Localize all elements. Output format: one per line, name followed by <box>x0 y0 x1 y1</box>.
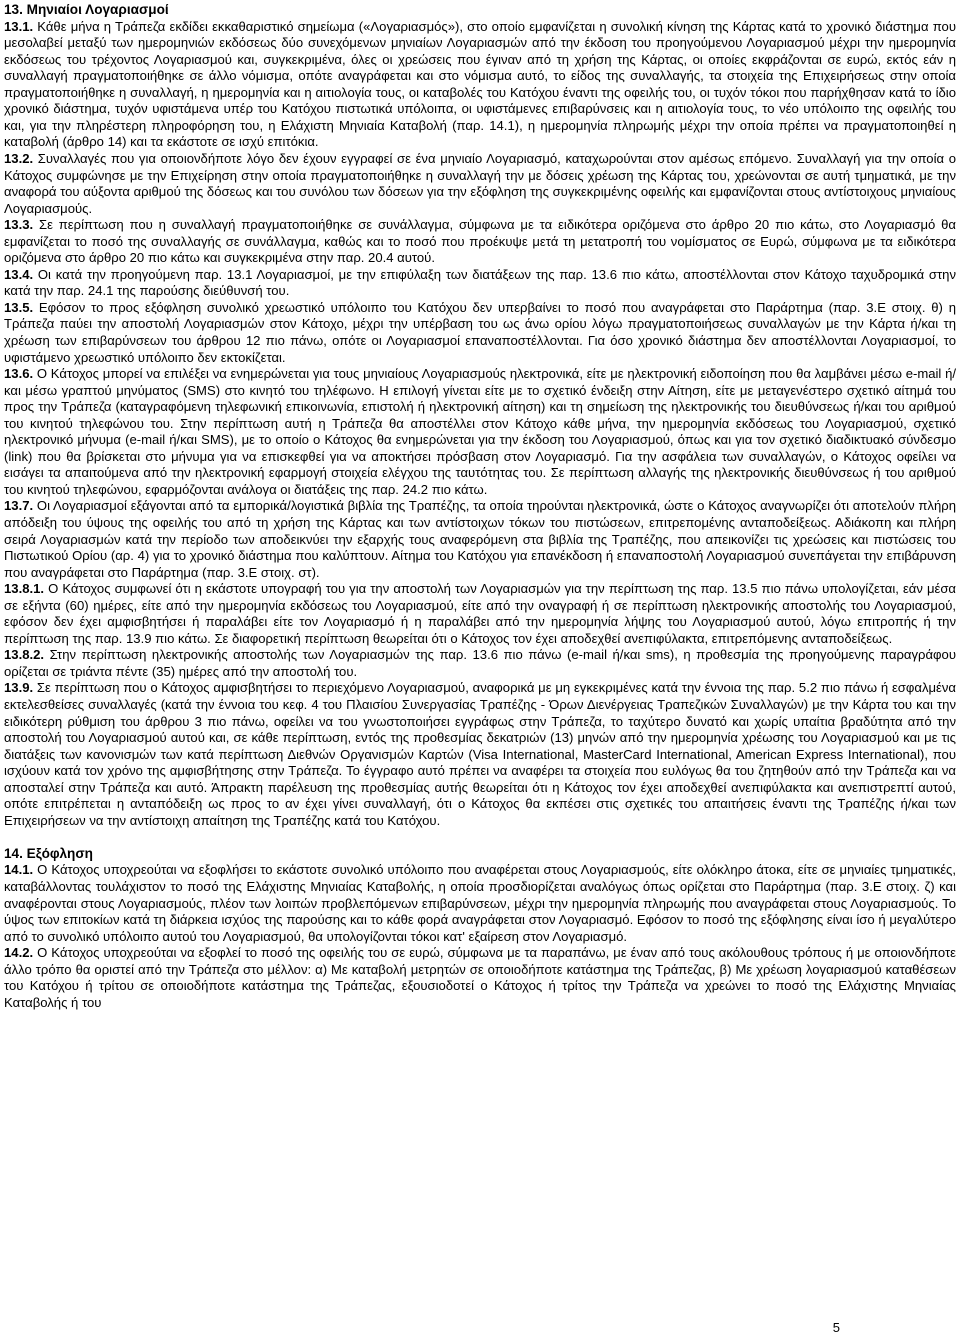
paragraph-13-8-2 <box>4 647 956 680</box>
paragraph-13-3 <box>4 217 956 267</box>
paragraph-text: Ο Κάτοχος υποχρεούται να εξοφλήσει το εκάστοτε συνολικό υπόλοιπο που αναφέρεται στους Λογαριασμούς, είτε ολόκληρο άτοκα, είτε σε μηνιαίες τμηματικές, καταβάλλοντας τουλάχιστον το ποσό της Ελάχιστης Μηνιαίας Καταβολής, η οποία προσδιορίζεται αναλόγως όπως ορίζεται στο Παράρτημα (παρ. 3.Ε στοιχ. ζ) και αναφέρονται στους Λογαριασμούς, πλέον των λοιπών προβλεπόμενων επιβαρύνσεων, μέχρι την ημερομηνία πληρωμής που αναγράφεται στους Λογαριασμούς. Το ύψος των επιτοκίων κατά τη διάρκεια ισχύος της παρούσης και το κάθε φορά αναγράφεται στον Λογαριασμό. Εφόσον το ποσό της εξόφλησης είναι ίσο ή μεγαλύτερο από το συνολικό υπόλοιπο αυτού του Λογαριασμού, θα υπολογίζονται τόκοι κατ' εξαίρεση στον Λογαριασμό. <box>4 862 956 944</box>
paragraph-number: 13.7. <box>4 498 34 514</box>
paragraph-number: 13.6. <box>4 366 34 382</box>
paragraph-text: Ο Κάτοχος μπορεί να επιλέξει να ενημερώνεται για τους μηνιαίους Λογαριασμούς ηλεκτρονικά, είτε με ηλεκτρονική ειδοποίηση που θα λαμβάνει μέσω e-mail ή/και μέσω γραπτού μηνύματος (SMS) στο κινητό του τηλέφωνο. Η επιλογή γίνεται είτε με το σχετικό ένδειξη στην Αίτηση, είτε με μεταγενέστερο σχετικό αίτημά του προς την Τράπεζα (καταγραφόμενη τηλεφωνική επικοινωνία, επιστολή ή ηλεκτρονική αίτηση) και τη σημείωση της ηλεκτρονικής του διευθύνσεως ή/και του αριθμού του κινητού τηλεφώνου του. Στην περίπτωση αυτή η Τράπεζα θα αποστέλλει στον Κάτοχο κάθε μήνα, την ημερομηνία εκδόσεως του Λογαριασμού, σχετικό ηλεκτρονικό μήνυμα (e-mail ή/και SMS), με το οποίο ο Κάτοχος θα ενημερώνεται για την έκδοση του Λογαριασμού, όπως και για τον σχετικό διαδικτυακό σύνδεσμο (link) που θα βρίσκεται στο μήνυμα για να επισκεφθεί για να αποκτήσει πρόσβαση στον Λογαριασμό. Για την ασφάλεια των συναλλαγών, ο Κάτοχος οφείλει να εισάγει τα απαιτούμενα από την ηλεκτρονική εφαρμογή στοιχεία ελέγχου της ταυτότητας του. Σε περίπτωση αλλαγής της ηλεκτρονικής διευθύνσεως ή του αριθμού του κινητού τηλεφώνου, εφαρμόζονται ανάλογα οι διατάξεις της παρ. 24.2 πιο κάτω. <box>4 366 957 497</box>
paragraph-13-1 <box>4 19 956 151</box>
section-spacer <box>4 829 956 846</box>
paragraph-text: Συναλλαγές που για οποιονδήποτε λόγο δεν έχουν εγγραφεί σε ένα μηνιαίο Λογαριασμό, καταχωρούνται στον αμέσως επόμενο. Συναλλαγή για την οποία ο Κάτοχος συμφώνησε με την Επιχείρηση στην οποία πραγματοποιήθηκε η συναλλαγή την με δόσεις χρέωση της Κάρτας του, χρεώνονται σε αυτή τμηματικά, με την αναφορά του αύξοντα αριθμού της δόσεως και του συνόλου των δόσεων για την εξόφληση της συγκεκριμένης οφειλής και εμφανίζονται στους αντίστοιχους μηνιαίους Λογαριασμούς. <box>4 150 956 216</box>
paragraph-13-2 <box>4 151 956 217</box>
paragraph-14-1 <box>4 862 956 945</box>
paragraph-text: Σε περίπτωση που ο Κάτοχος αμφισβητήσει το περιεχόμενο Λογαριασμού, αναφορικά με μη εγκεκριμένες κατά την έννοια της παρ. 5.2 πιο πάνω ή εσφαλμένα εκτελεσθείσες συναλλαγές (κατά την έννοια του κεφ. 4 του Πλαισίου Συνεργασίας Τραπέζης - Όρων Διενέργειας Τραπεζικών Συναλλαγών) με την Κάρτα του και την ειδικότερη ρύθμιση του άρθρου 3 πιο πάνω, οφείλει να του γνωστοποιήσει εγγράφως στην Τράπεζα, το ταχύτερο δυνατό και χωρίς υπαίτια βραδύτητα από την αποστολή του Λογαριασμού αυτού και, σε κάθε περίπτωση, εντός της προθεσμίας δεκατριών (13) μηνών από την ημερομηνία χρέωσης του Λογαριασμού και με τις διατάξεις των κανονισμών των κατά περίπτωση Διεθνών Οργανισμών Καρτών (Visa International, MasterCard International, American Express International), που ισχύουν κατά τον χρόνο της αμφισβήτησης στην Τράπεζα. Το έγγραφο αυτό πρέπει να αναφέρει τα στοιχεία που ευλόγως θα του ζητηθούν από την Τράπεζα και να αποσταλεί στην Τράπεζα και αυτό. Άπρακτη παρέλευση της προθεσμίας αυτής θεωρείται ότι η Κάτοχος τον έχει αποδεχθεί ανεπιφύλακτα και ανεπιστρεπτί αυτού, οπότε επιτρέπεται η ανταπόδειξη ως προς το αν έχει γίνει συναλλαγή, ότι ο Κάτοχος θα εκπέσει στις σχετικές του απαιτήσεις έναντι της Τραπέζης ή/και των Επιχειρήσεων να την αντίστοιχη απαίτηση της Τραπέζης κατά του Κατόχου. <box>4 680 956 828</box>
paragraph-text: Ο Κάτοχος υποχρεούται να εξοφλεί το ποσό της οφειλής του σε ευρώ, σύμφωνα με τα παραπάνω, με έναν από τους ακόλουθους τρόπους ή με οποιονδήποτε άλλο τρόπο θα οριστεί από την Τράπεζα στο μέλλον: α) Με καταβολή μετρητών σε οποιοδήποτε κατάστημα της Τράπεζας, β) Με χρέωση λογαριασμού καταθέσεων του Κατόχου ή τρίτου σε οποιοδήποτε κατάστημα της Τράπεζας, εξουσιοδοτεί ο Κάτοχος ή τρίτος την Τράπεζα να χρεώνει το ποσό της Ελάχιστης Μηνιαίας Καταβολής ή του <box>4 945 956 1010</box>
paragraph-number: 13.9. <box>4 680 34 696</box>
paragraph-text: Σε περίπτωση που η συναλλαγή πραγματοποιήθηκε σε συνάλλαγμα, σύμφωνα με τα ειδικότερα οριζόμενα στο άρθρο 20 πιο κάτω, στο Λογαριασμό θα εμφανίζεται το ποσό της συναλλαγής σε συνάλλαγμα, καθώς και το ποσό που προέκυψε μετά τη μετατροπή του νομίσματος σε Ευρώ, σύμφωνα με τα ειδικότερα οριζόμενα στο άρθρο 20 πιο κάτω και συγκεκριμένα στην παρ. 20.4 αυτού. <box>4 217 956 266</box>
section-14-title: 14. Εξόφληση <box>4 845 93 861</box>
paragraph-13-6 <box>4 366 956 498</box>
paragraph-number: 13.8.1. <box>4 581 45 597</box>
paragraph-text: Κάθε μήνα η Τράπεζα εκδίδει εκκαθαριστικό σημείωμα («Λογαριασμός»), στο οποίο εμφανίζεται η συνολική κίνηση της Κάρτας κατά το χρονικό διάστημα που μεσολαβεί μεταξύ των ημερομηνιών εκδόσεως δύο συνεχόμενων μηνιαίων Λογαριασμών από την έκδοση του προηγούμενου Λογαριασμού μέχρι την ημερομηνία εκδόσεως του τρέχοντος Λογαριασμού και, συγκεκριμένα, όλες οι χρεώσεις που έγιναν από τη χρήση της Κάρτας, οι οποίες εκφράζονται σε ευρώ, εκτός εάν η συναλλαγή πραγματοποιήθηκε σε άλλο νόμισμα, οπότε αναγράφεται και στο νόμισμα αυτό, το είδος της συναλλαγής, τα στοιχεία της Επιχειρήσεως στην οποία πραγματοποιήθηκε η συναλλαγή, η ημερομηνία και η αιτιολογία τους, οι καταβολές του Κατόχου έναντι της οφειλής του, οι τυχόν τόκοι που παρήχθησαν κατά το ίδιο χρονικό διάστημα, τυχόν υφιστάμενα υπέρ του Κατόχου πιστωτικά υπόλοιπα, οι υφιστάμενες επιβαρύνσεις και η αιτιολογία τους, το νέο υπόλοιπο της οφειλής του και, για την πληρέστερη πληροφόρηση του, η Ελάχιστη Μηνιαία Καταβολή (παρ. 14.1), η ημερομηνία πληρωμής μέχρι την οποία πρέπει να πραγματοποιηθεί η καταβολή (άρθρο 14) και τα εκάστοτε σε ισχύ επιτόκια. <box>4 18 956 150</box>
paragraph-text: Οι κατά την προηγούμενη παρ. 13.1 Λογαριασμοί, με την επιφύλαξη των διατάξεων της παρ. 13.6 πιο κάτω, αποστέλλονται στον Κάτοχο ταχυδρομικά στην κατά την παρ. 24.1 της παρούσης διεύθυνσή του. <box>4 266 957 299</box>
paragraph-13-7 <box>4 498 956 581</box>
document-page <box>4 2 956 1011</box>
paragraph-number: 13.1. <box>4 18 34 34</box>
page-number: 5 <box>832 1320 840 1335</box>
paragraph-13-4 <box>4 267 956 300</box>
section-13-title: 13. Μηνιαίοι Λογαριασμοί <box>4 2 169 17</box>
paragraph-text: Οι Λογαριασμοί εξάγονται από τα εμπορικά/λογιστικά βιβλία της Τραπέζης, τα οποία τηρούνται ηλεκτρονικά, ώστε ο Κάτοχος αναγνωρίζει ότι αποτελούν πλήρη απόδειξη του ύψους της οφειλής του από τη χρήση της Κάρτας και των αντίστοιχων τόκων του πιστώσεων, επιτρεπομένης ανταποδείξεως. Αδιάκοπη και πλήρη σειρά Λογαριασμών κατά την περίοδο των αποδεικνύει την εξαρχής τους αναφερόμενη στα βιβλία της Τραπέζης, που απεικονίζει τις χρεώσεις και πιστώσεις του Πιστωτικού Ορίου (αρ. 4) για το χρονικό διάστημα που καλύπτουν. Αίτημα του Κατόχου για επανέκδοση ή επαναποστολή Λογαριασμού συνεπάγεται την επιβάρυνση που αναγράφεται στο Παράρτημα (παρ. 3.Ε στοιχ. στ). <box>4 498 956 580</box>
paragraph-text: Εφόσον το προς εξόφληση συνολικό χρεωστικό υπόλοιπο του Κατόχου δεν υπερβαίνει το ποσό που αναγράφεται στο Παράρτημα (παρ. 3.Ε στοιχ. θ) η Τράπεζα παύει την αποστολή Λογαριασμών στον Κάτοχο, μέχρι την υπέρβαση του ως άνω ορίου λόγω πραγματοποιήσεως συναλλαγών με την Κάρτα ή/και τη χρέωση των επιβαρύνσεων του άρθρου 12 πιο πάνω, οπότε οι Λογαριασμοί επαναποστέλλονται. Για όσο χρονικό διάστημα δεν αποστέλλονται Λογαριασμοί, το υφιστάμενο χρεωστικό υπόλοιπο δεν εκτοκίζεται. <box>4 299 956 365</box>
paragraph-number: 14.1. <box>4 862 34 878</box>
paragraph-text: Στην περίπτωση ηλεκτρονικής αποστολής των Λογαριασμών της παρ. 13.6 πιο πάνω (e-mail ή/και sms), η προθεσμία της προηγούμενης παραγράφου ορίζεται σε τριάντα πέντε (35) ημέρες από την αποστολή του. <box>4 647 956 679</box>
paragraph-number: 13.4. <box>4 266 34 282</box>
paragraph-number: 14.2. <box>4 945 34 961</box>
paragraph-number: 13.3. <box>4 217 34 233</box>
paragraph-number: 13.8.2. <box>4 647 45 663</box>
paragraph-text: Ο Κάτοχος συμφωνεί ότι η εκάστοτε υπογραφή του για την αποστολή των Λογαριασμών για την περίπτωση της παρ. 13.5 πιο πάνω υπολογίζεται, εάν μέσα σε εξήντα (60) ημέρες, είτε από την ημερομηνία εκδόσεως του Λογαριασμού, είτε από την οναγραφή ή σε περίπτωση ηλεκτρονικής αποστολής του Λογαριασμού, εφόσον δεν έχει αμφισβητήσει ή παραλάβει είτε τον Λογαριασμό ή η παραλάβει από την ημερομηνία λήψης του Λογαριασμού αυτού, λόγω επιτροπής ή την περίπτωση της παρ. 13.9 πιο κάτω. Σε διαφορετική περίπτωση θεωρείται ότι ο Κάτοχος τον έχει αποδεχθεί ανεπιφύλακτα, επιτρεπόμενης ανταποδείξεως. <box>4 581 957 646</box>
paragraph-13-9 <box>4 680 956 829</box>
paragraph-number: 13.2. <box>4 150 34 166</box>
paragraph-number: 13.5. <box>4 299 34 315</box>
paragraph-13-8-1 <box>4 581 956 647</box>
paragraph-14-2 <box>4 945 956 1011</box>
paragraph-13-5 <box>4 300 956 366</box>
